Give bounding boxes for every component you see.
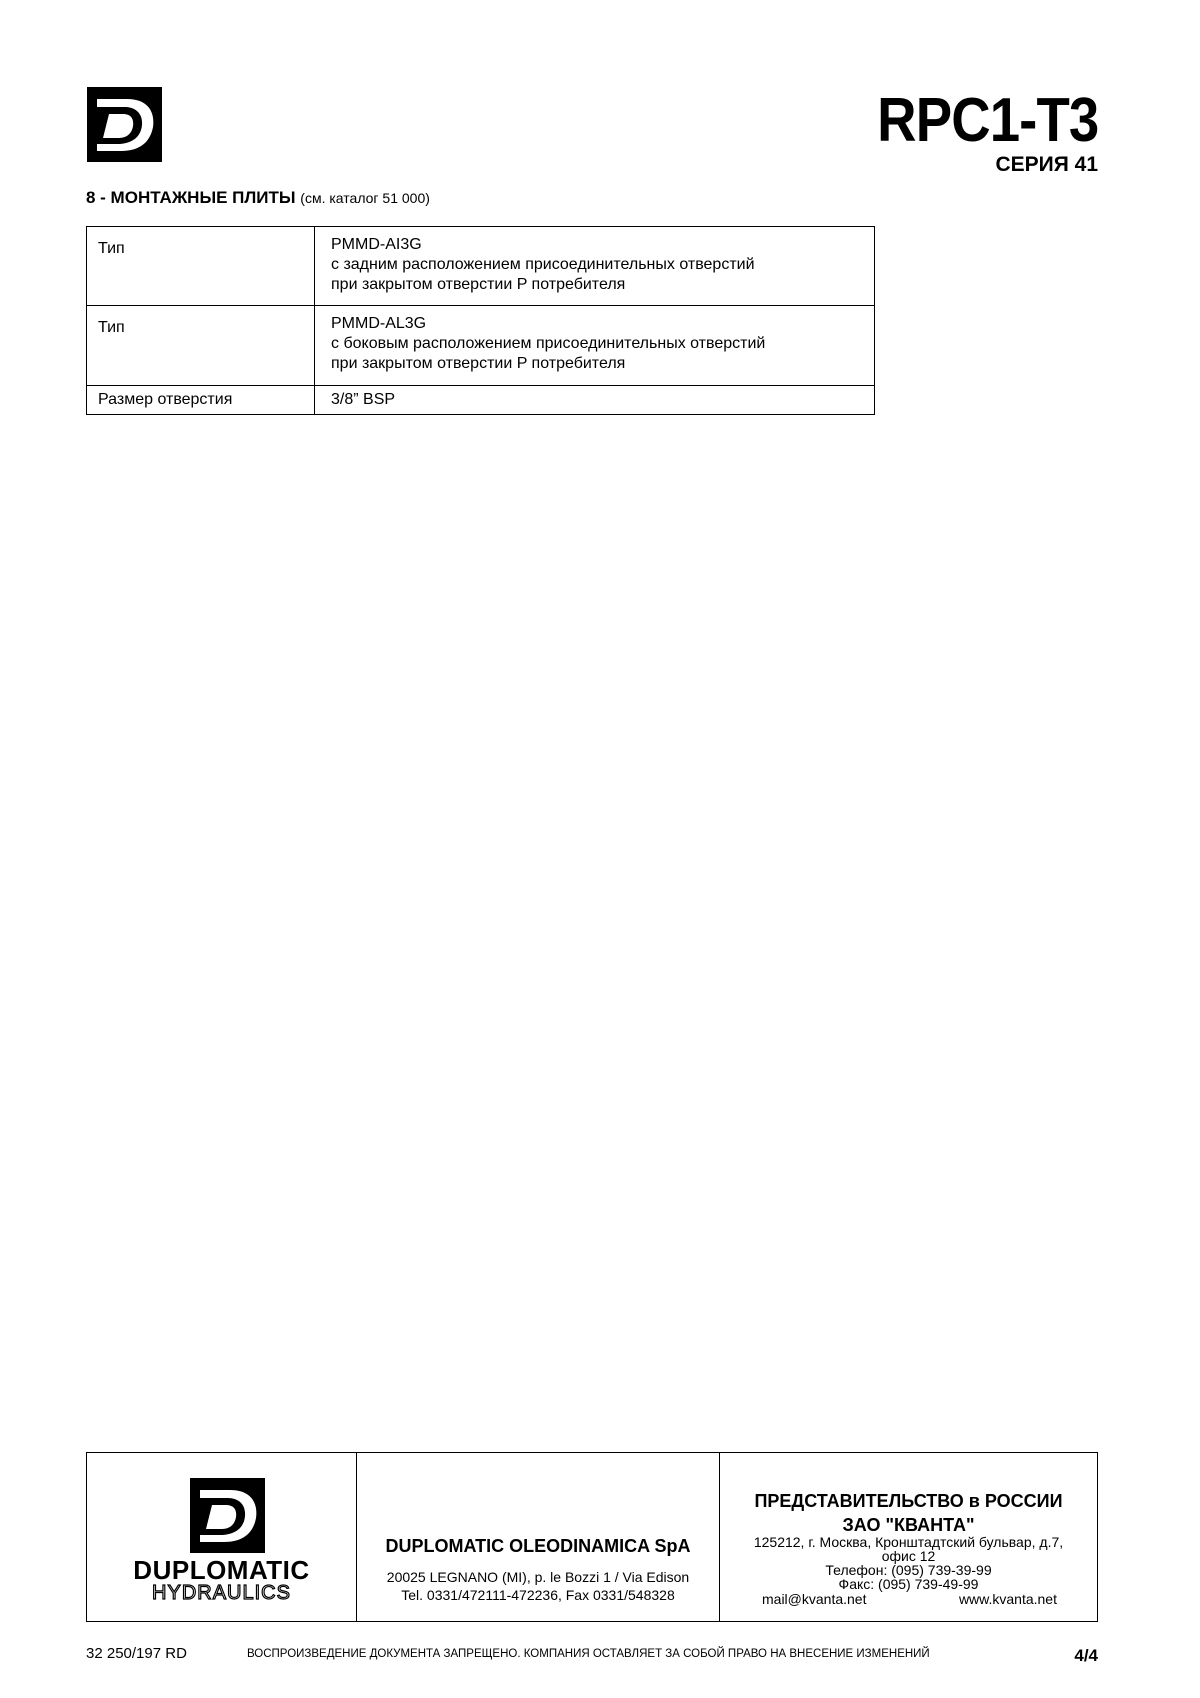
row-value (315, 386, 875, 415)
value-line: при закрытом отверстии P потребителя (331, 355, 626, 372)
value-line: 3/8” BSP (331, 391, 396, 408)
duplomatic-logo-icon (190, 1478, 265, 1553)
footer-company-cell (357, 1453, 720, 1621)
representative-fax: Факс: (095) 739-49-99 (838, 1576, 979, 1592)
duplomatic-logo-icon (87, 87, 162, 162)
page-number: 4/4 (1074, 1646, 1098, 1665)
series-label: СЕРИЯ 41 (995, 153, 1098, 176)
company-contacts: Tel. 0331/472111-472236, Fax 0331/548328 (401, 1587, 675, 1603)
value-line: с боковым расположением присоединительных отверстий (331, 335, 766, 352)
document-number: 32 250/197 RD (86, 1645, 187, 1662)
table-row (87, 386, 875, 415)
representative-info (720, 1535, 1097, 1591)
representative-title-line: ПРЕДСТАВИТЕЛЬСТВО в РОССИИ (754, 1491, 1063, 1511)
brand-name: DUPLOMATIC (133, 1555, 310, 1585)
footer-box (86, 1452, 1098, 1622)
representative-title (720, 1489, 1097, 1537)
representative-company: ЗАО "КВАНТА" (842, 1515, 975, 1535)
brand-subtitle: HYDRAULICS (152, 1582, 291, 1604)
representative-website: www.kvanta.net (958, 1591, 1057, 1607)
section-title: 8 - МОНТАЖНЫЕ ПЛИТЫ (86, 188, 296, 207)
value-line: при закрытом отверстии P потребителя (331, 276, 626, 293)
representative-email: mail@kvanta.net (762, 1591, 867, 1607)
company-name: DUPLOMATIC OLEODINAMICA SpA (385, 1536, 691, 1556)
value-line: PMMD-AI3G (331, 236, 422, 253)
company-address: 20025 LEGNANO (MI), p. le Bozzi 1 / Via Edison (386, 1569, 690, 1585)
value-line: с задним расположением присоединительных отверстий (331, 256, 755, 273)
section-reference: (см. каталог 51 000) (300, 190, 430, 206)
section-heading (86, 188, 430, 208)
copyright-disclaimer: ВОСПРОИЗВЕДЕНИЕ ДОКУМЕНТА ЗАПРЕЩЕНО. КОМПАНИЯ ОСТАВЛЯЕТ ЗА СОБОЙ ПРАВО НА ВНЕСЕНИЕ ИЗМЕНЕНИЙ (247, 1648, 930, 1660)
row-value (315, 227, 875, 306)
company-address-block (357, 1568, 719, 1604)
footer-representative-cell (720, 1453, 1097, 1621)
table-row (87, 306, 875, 386)
footer-brand-cell (87, 1453, 357, 1621)
representative-phone: Телефон: (095) 739-39-99 (825, 1562, 992, 1578)
row-key: Размер отверстия (87, 386, 315, 415)
row-value (315, 306, 875, 386)
row-key: Тип (87, 227, 315, 306)
model-title: RPC1-T3 (876, 86, 1098, 155)
value-line: PMMD-AL3G (331, 315, 427, 332)
representative-office: офис 12 (881, 1548, 936, 1564)
mounting-plates-table (86, 226, 875, 415)
table-row (87, 227, 875, 306)
representative-address: 125212, г. Москва, Кронштадтский бульвар, д.7, (753, 1534, 1064, 1550)
row-key: Тип (87, 306, 315, 386)
